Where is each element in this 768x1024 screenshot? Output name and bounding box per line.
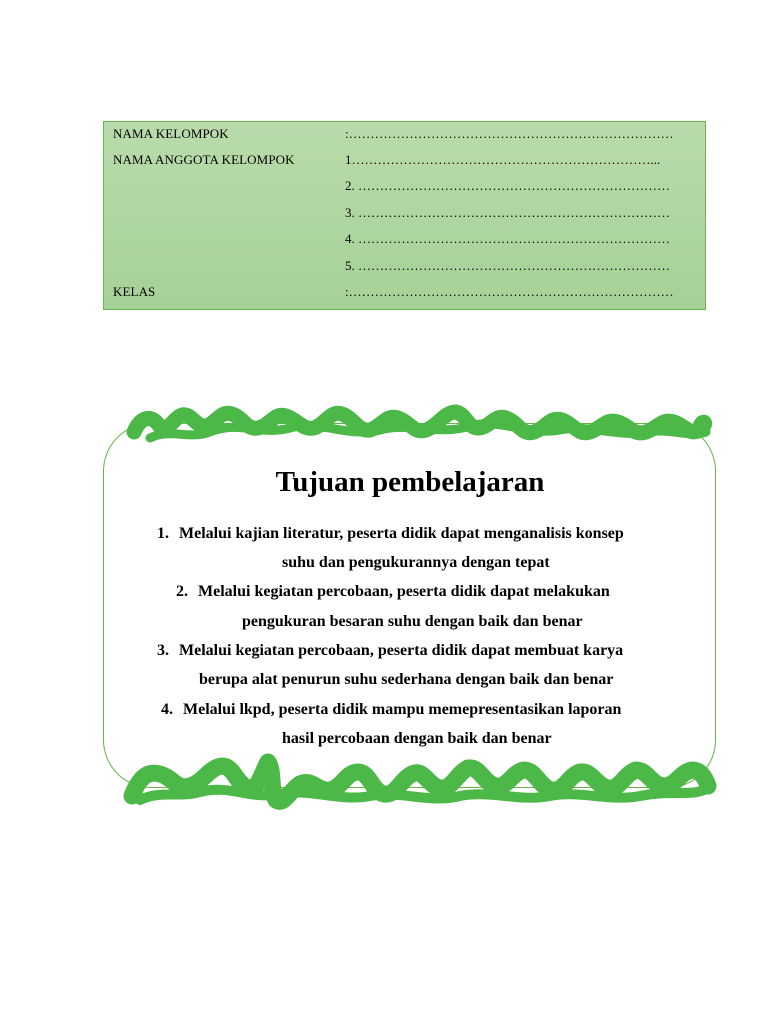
member-field-3[interactable]: 3. ……………………………………………………………… bbox=[345, 205, 670, 220]
objective-2-line-1 bbox=[176, 580, 610, 604]
objective-1-text-1: Melalui kajian literatur, peserta didik dapat menganalisis konsep bbox=[179, 525, 624, 542]
member-field-1[interactable]: 1……………………………………………………………... bbox=[345, 152, 661, 167]
objectives-title: Tujuan pembelajaran bbox=[275, 466, 545, 498]
group-name-label: NAMA KELOMPOK bbox=[113, 126, 229, 141]
class-label: KELAS bbox=[113, 284, 156, 299]
class-field[interactable]: :………………………………………………………………… bbox=[345, 284, 674, 299]
identity-row-members bbox=[104, 150, 705, 170]
objective-2-number: 2. bbox=[176, 583, 188, 600]
identity-row-member-5 bbox=[104, 256, 705, 276]
identity-row-group-name bbox=[104, 124, 705, 144]
group-identity-box bbox=[103, 121, 706, 310]
objective-4-text-1: Melalui lkpd, peserta didik mampu memepresentasikan laporan bbox=[183, 701, 622, 718]
objective-3-text-1: Melalui kegiatan percobaan, peserta didik dapat membuat karya bbox=[179, 642, 624, 659]
objective-3-number: 3. bbox=[157, 642, 169, 659]
identity-row-member-4 bbox=[104, 229, 705, 249]
group-name-field[interactable]: :………………………………………………………………… bbox=[345, 126, 674, 141]
objective-4-line-1 bbox=[161, 698, 621, 722]
member-field-5[interactable]: 5. ……………………………………………………………… bbox=[345, 258, 670, 273]
objective-3-line-1 bbox=[157, 639, 623, 663]
member-field-2[interactable]: 2. ……………………………………………………………… bbox=[345, 178, 670, 193]
members-label: NAMA ANGGOTA KELOMPOK bbox=[113, 152, 295, 167]
member-field-4[interactable]: 4. ……………………………………………………………… bbox=[345, 231, 670, 246]
identity-row-member-3 bbox=[104, 203, 705, 223]
objective-1-line-1 bbox=[157, 522, 624, 546]
objective-1-line-2: suhu dan pengukurannya dengan tepat bbox=[282, 554, 550, 571]
identity-row-member-2 bbox=[104, 176, 705, 196]
objective-4-number: 4. bbox=[161, 701, 173, 718]
objective-1-number: 1. bbox=[157, 525, 169, 542]
objective-2-text-1: Melalui kegiatan percobaan, peserta didik dapat melakukan bbox=[198, 583, 610, 600]
objective-4-line-2: hasil percobaan dengan baik dan benar bbox=[282, 730, 552, 747]
objective-3-line-2: berupa alat penurun suhu sederhana dengan baik dan benar bbox=[199, 671, 614, 688]
objective-2-line-2: pengukuran besaran suhu dengan baik dan benar bbox=[242, 613, 583, 630]
identity-row-class bbox=[104, 282, 705, 302]
